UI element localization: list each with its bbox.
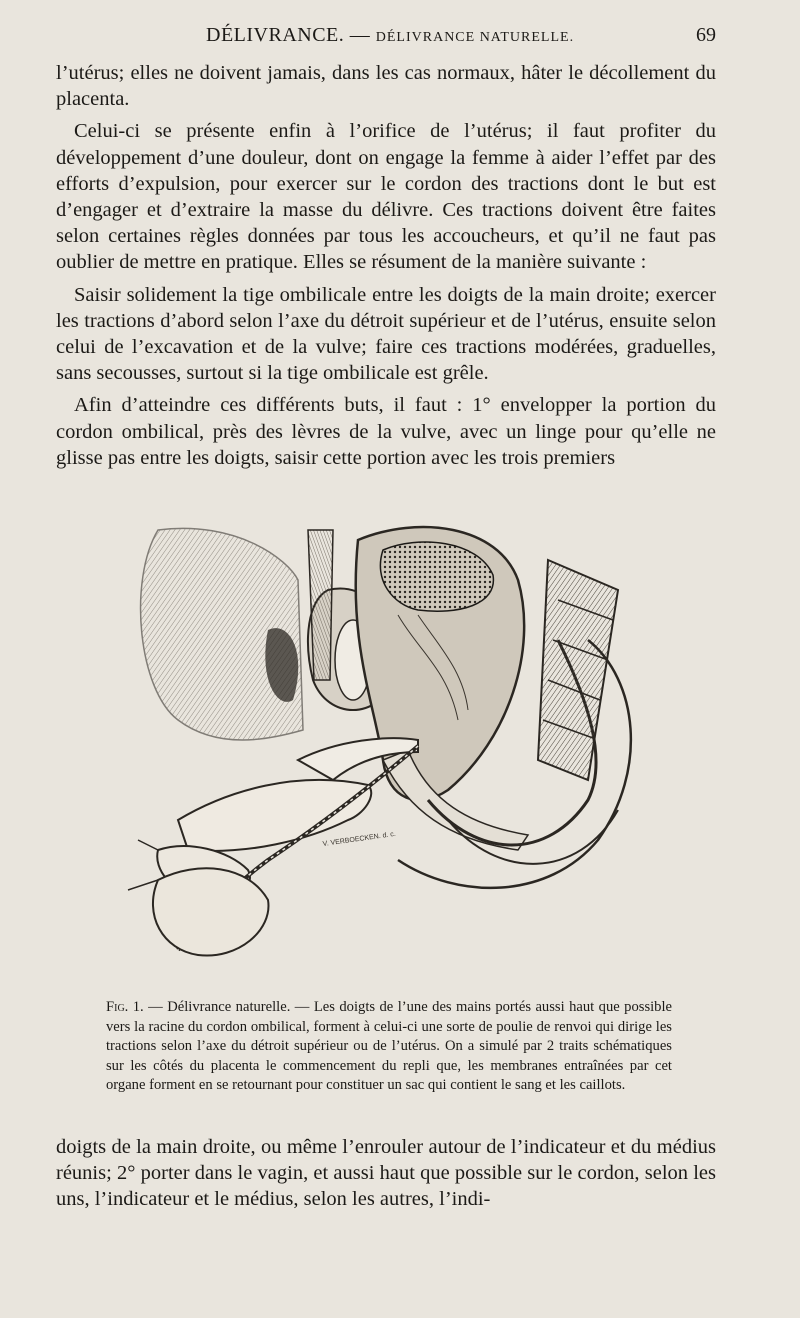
figure-caption [106, 998, 672, 1096]
caption-figure-number: Fig. 1. [106, 999, 144, 1015]
header-section: DÉLIVRANCE NATURELLE. [375, 30, 575, 45]
caption-body: Les doigts de l’une des mains portés aussi haut que possible vers la racine du cordon ombilical, forment à celui-ci une sorte de poulie de renvoi qui dirige les tractions selon l’axe du détroit supérieur ou de l’utérus. On a simulé par 2 traits schématiques sur les côtés du placenta le commencement du repli que, les membranes entraînées par cet organe forment en se retournant pour constituer un sac qui contient le sang et les caillots. [106, 999, 673, 1093]
running-header [56, 24, 716, 52]
header-chapter: DÉLIVRANCE. [206, 24, 345, 46]
paragraph: Celui-ci se présente enfin à l’orifice de l’utérus; il faut profiter du développement d’une douleur, dont on engage la femme à aider l’effet par des efforts d’expulsion, pour exercer sur le cordon des tractions dont le but est d’engager et d’extraire la masse du délivre. Ces tractions doivent être faites selon certaines règles données par tous les accoucheurs, et qu’il ne faut pas oublier de mettre en pratique. Elles se résument de la manière suivante : [56, 120, 716, 274]
engraving-illustration [118, 520, 650, 990]
running-title [206, 24, 574, 47]
caption-title: — Délivrance naturelle. — [148, 999, 310, 1015]
page-number: 69 [696, 24, 716, 46]
header-dash: — [349, 24, 371, 46]
body-text-top [56, 60, 716, 477]
body-text-bottom [56, 1134, 716, 1219]
engraver-signature: V. VERBOECKEN. d. c. [322, 830, 397, 848]
anatomical-engraving [118, 520, 650, 990]
paragraph: Saisir solidement la tige ombilicale entre les doigts de la main droite; exercer les tractions d’abord selon l’axe du détroit supérieur et de l’utérus, ensuite selon celui de l’excavation et de la vulve; faire ces tractions modérées, graduelles, sans secousses, surtout si la tige ombilicale est grêle. [56, 283, 716, 385]
paragraph: Afin d’atteindre ces différents buts, il faut : 1° envelopper la portion du cordon ombilical, près des lèvres de la vulve, avec un linge pour qu’elle ne glisse pas entre les doigts, saisir cette portion avec les trois premiers [56, 394, 716, 469]
paragraph-continued: doigts de la main droite, ou même l’enrouler autour de l’indicateur et du médius réunis; 2° porter dans le vagin, et aussi haut que possible sur le cordon, selon les uns, l’indicateur et le médius, selon les autres, l’indi- [56, 1136, 716, 1211]
paragraph-continuation: l’utérus; elles ne doivent jamais, dans les cas normaux, hâter le décollement du placenta. [56, 62, 716, 111]
